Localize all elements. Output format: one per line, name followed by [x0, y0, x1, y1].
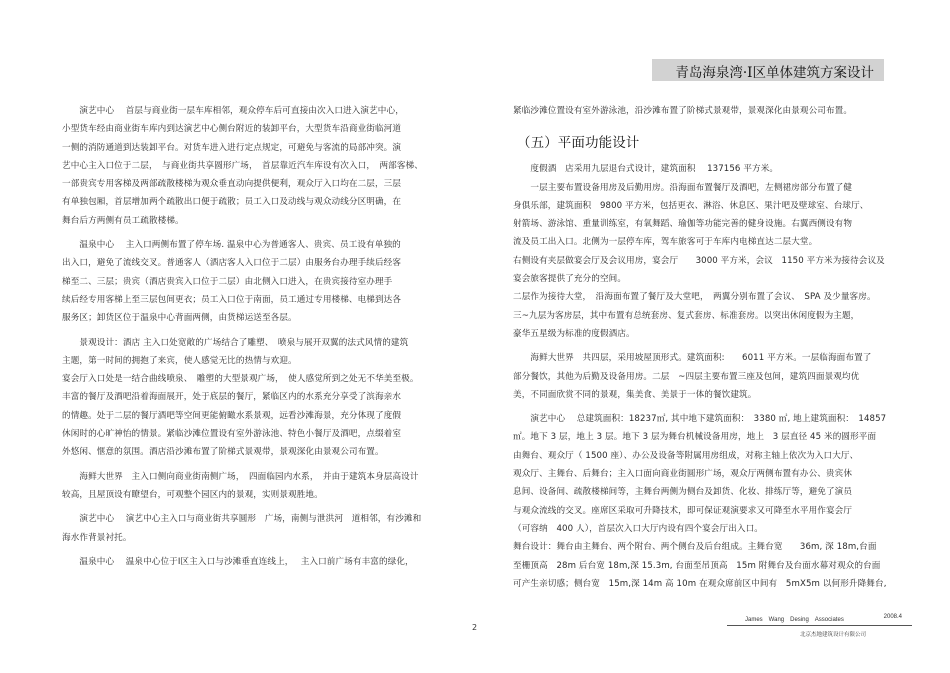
text-line: 右侧设有夹层做宴会厅及会议用房，宴会厅 3000 平方米，会议 1150 平方米为接待会议及	[513, 255, 885, 266]
text-line: 三~九层为客房层，其中布置有总统套房、复式套房、标准套房。以突出休闲度假为主题，	[513, 310, 860, 321]
paragraph	[62, 334, 438, 462]
footer-date: 2008.4	[883, 614, 902, 620]
text-line: 的情趣。处于二层的餐厅酒吧等空间更能俯瞰水系景观，远看沙滩海景，充分体现了度假	[62, 410, 402, 421]
text-line: 一部贵宾专用客梯及两部疏散楼梯为观众垂直动向提供便利，观众厅入口均在二层，三层	[62, 179, 402, 190]
text-line: 可产生亲切感；侧台宽 15m,深 14m 高 10m 在观众席前区中间有 5mX5m 以何形升降舞台,	[513, 578, 887, 589]
page-title: 青岛海泉湾·Ⅰ区单体建筑方案设计	[675, 65, 874, 81]
text-line: 外悠闲、惬意的氛围。酒店沿沙滩布置了阶梯式景观带，景观深化由景观公司布置。	[62, 447, 384, 458]
text-line: 美，不同面欣赏不同的景观，集美食、美景于一体的餐饮建筑。	[513, 389, 757, 400]
section-heading: （五）平面功能设计	[517, 135, 640, 152]
text-line: 景观设计：酒店 主入口处宽敞的广场结合了雕塑、 喷泉与展开双翼的法式风情的建筑	[62, 337, 409, 348]
text-line: 演艺中心 总建筑面积：18237㎡, 其中地下建筑面积： 3380 ㎡, 地上建筑面积： 14857	[513, 414, 887, 425]
text-line: 出入口，避免了流线交叉。普通客人（酒店客人入口位于二层）由服务台办理手续后经客	[62, 258, 402, 269]
text-line: 舞台后方两侧有员工疏散楼梯。	[62, 215, 184, 226]
text-line: 服务区；卸货区位于温泉中心背面两侧，由货梯运送至各层。	[62, 313, 297, 324]
paragraph	[62, 553, 438, 571]
text-line: 息间、设备间、疏散楼梯间等，主舞台两侧为侧台及卸货、化妆、排练厅等，避免了演员	[513, 487, 853, 498]
text-line: 度假酒 店采用九层退台式设计，建筑面积 137156 平方米。	[513, 164, 779, 175]
text-line: ㎡。地下 3 层，地上 3 层。地下 3 层为舞台机械设备用房，地上 3 层直径 45 米的圆形平面	[513, 432, 877, 443]
paragraph	[62, 510, 438, 547]
text-line: 梯至二、三层；贵宾（酒店贵宾入口位于二层）由北侧入口进入，在贵宾接待室办理手	[62, 276, 393, 287]
text-line: 由舞台、观众厅（ 1500 座）、办公及设备等附属用房组成，对称主轴上依次为入口大厅、	[513, 450, 859, 461]
left-column	[62, 102, 438, 577]
text-line: 较高，且屋顶设有瞭望台，可观整个园区内的景观，实则景观胜地。	[62, 489, 323, 500]
text-line: 宴会旅客提供了充分的空间。	[513, 274, 627, 285]
paragraph	[62, 468, 438, 505]
paragraph	[513, 349, 898, 404]
text-line: 紧临沙滩位置设有室外游泳池，沿沙滩布置了阶梯式景观带，景观深化由景观公司布置。	[513, 106, 853, 116]
paragraph	[62, 102, 438, 230]
text-line: 海鲜大世界 主入口侧向商业街南侧广场， 四面临园内水系， 并由于建筑本身层高设计	[62, 471, 419, 482]
page-number: 2	[472, 623, 478, 632]
text-line: 有单独包厢，首层增加两个疏散出口便于疏散；员工入口及动线与观众动线分区明确，在	[62, 197, 402, 208]
text-line: 温泉中心 主入口两侧布置了停车场. 温泉中心为普通客人、贵宾、员工设有单独的	[62, 240, 401, 251]
text-line: 宴会厅入口处是一结合曲线喷泉、 雕塑的大型景观广场， 使人感觉所到之处无不华美至极。	[62, 374, 419, 385]
text-line: 续后经专用客梯上至三层包间更衣；员工入口位于南面，员工通过专用楼梯、电梯到达各	[62, 294, 402, 305]
right-intro-paragraph	[513, 102, 898, 120]
text-line: 休闲时的心旷神怡的情景。紧临沙滩位置设有室外游泳池、特色小餐厅及酒吧，点缀着室	[62, 429, 402, 440]
text-line: 温泉中心 温泉中心位于Ⅰ区主入口与沙滩垂直连线上， 主入口前广场有丰富的绿化，	[62, 556, 414, 567]
text-line: 艺中心主入口位于二层， 与商业街共享圆形广场， 首层靠近汽车库设有次入口， 两部客梯、	[62, 160, 423, 171]
paragraph	[513, 160, 898, 343]
text-line: 演艺中心 首层与商业街一层车库相邻，观众停车后可直接由次入口进入演艺中心，	[62, 106, 404, 116]
text-line: （可容纳 400 人），首层次入口大厅内设有四个宴会厅出入口。	[513, 523, 763, 534]
text-line: 演艺中心 演艺中心主入口与商业街共享圆形 广场，南侧与泄洪河 道相邻，有沙滩和	[62, 514, 422, 525]
text-line: 身俱乐部，建筑面积 9800 平方米，包括更衣、淋浴、休息区、果汁吧及壁球室、台球厅、	[513, 200, 869, 211]
header-bar	[652, 59, 884, 81]
text-line: 与观众流线的交叉。座席区采取可升降技术，即可保证观演要求又可降至水平用作宴会厅	[513, 505, 853, 516]
text-line: 观众厅、主舞台、后舞台；主入口面向商业街圆形广场，观众厅两侧布置有办公、贵宾休	[513, 469, 853, 480]
text-line: 海水作背景衬托。	[62, 532, 132, 543]
footer-company: 北京杰地建筑设计有限公司	[800, 632, 867, 638]
right-paragraphs	[513, 160, 898, 593]
paragraph	[513, 410, 898, 593]
text-line: 小型货车经由商业街车库内到达演艺中心侧台附近的装卸平台，大型货车沿商业街临河道	[62, 124, 402, 135]
text-line: 豪华五星级为标准的度假酒店。	[513, 328, 635, 339]
text-line: 一层主要布置设备用房及后勤用房。沿海面布置餐厅及酒吧，左侧裙房部分布置了健	[513, 182, 853, 193]
text-line: 主题，第一时间的拥抱了来宾，使人感觉无比的热情与欢迎。	[62, 355, 297, 366]
text-line: 部分餐饮，其他为后勤及设备用房。二层 ~四层主要布置三座及包间，建筑四面景观均优	[513, 371, 860, 382]
text-line: 流及员工出入口。北侧为一层停车库，驾车旅客可于车库内电梯直达二层大堂。	[513, 237, 818, 248]
text-line: 舞台设计：舞台由主舞台、两个附台、两个侧台及后台组成。主舞台宽 36m, 深 18m,台面	[513, 542, 877, 553]
text-line: 至栅顶高 28m 后台宽 18m,深 15.3m, 台面至吊顶高 15m 附舞台及台面水幕对观众的台面	[513, 560, 881, 571]
footer-credit	[745, 614, 910, 623]
text-line: 一侧的消防通道到达装卸平台。对货车进入进行定点规定，可避免与客流的局部冲突。演	[62, 142, 402, 153]
text-line: 海鲜大世界 共四层，采用坡屋顶形式。建筑面积: 6011 平方米。一层临海面布置了	[513, 353, 872, 364]
right-column	[513, 102, 898, 599]
paragraph	[62, 236, 438, 327]
footer-credit-text: James Wang Desing Associates	[745, 617, 844, 623]
text-line: 二层作为接待大堂， 沿海面布置了餐厅及大堂吧， 两翼分别布置了会议、 SPA 及少量客房。	[513, 292, 876, 303]
text-line: 丰富的餐厅及酒吧沿着海面展开，处于底层的餐厅，紧临区内的水系充分享受了滨海亲水	[62, 392, 402, 403]
footer-divider	[727, 625, 912, 626]
text-line: 射箭场、游泳馆、重量训练室，有氧舞蹈、瑜伽等功能完善的健身设施。右翼西侧设有物	[513, 219, 853, 230]
